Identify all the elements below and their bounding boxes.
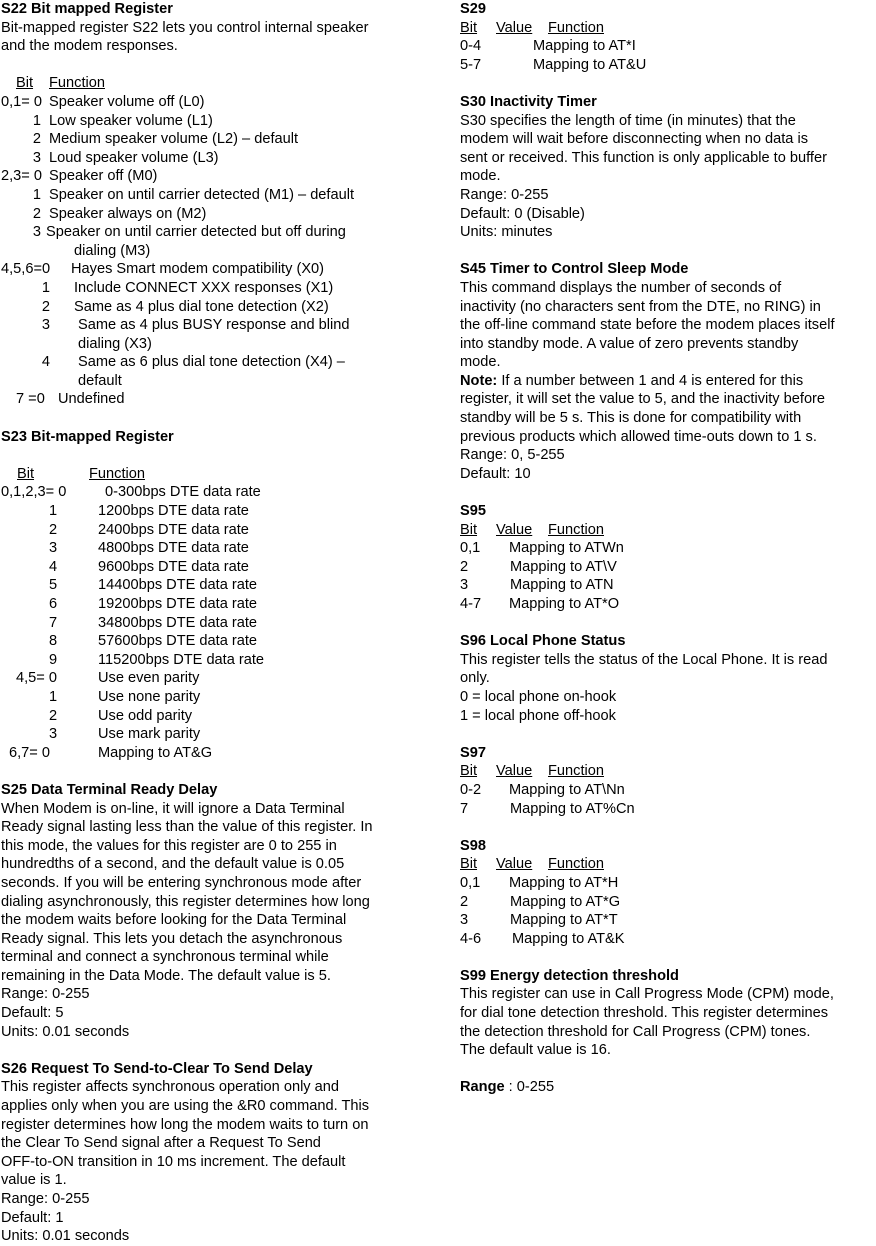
s98-header [460, 855, 876, 874]
s29-function: Mapping to AT&U [533, 56, 647, 73]
s26-line: value is 1. [1, 1172, 67, 1189]
s26-line: Default: 1 [1, 1209, 64, 1226]
s98-header-function: Function [548, 856, 604, 873]
s23-bit: 5 [49, 577, 58, 594]
s30-line: S30 specifies the length of time (in minutes) that the [460, 112, 796, 129]
s97-bit: 0-2 [460, 781, 482, 798]
s25-line: When Modem is on-line, it will ignore a Data Terminal [1, 800, 345, 817]
s98-header-bit: Bit [460, 856, 478, 873]
s23-row [1, 651, 419, 670]
s98-bit: 3 [460, 912, 469, 929]
s25-line: terminal and connect a synchronous terminal while [1, 949, 329, 966]
s98-function: Mapping to AT*H [509, 874, 619, 891]
s45-note-line: register, it will set the value to 5, and the inactivity before [460, 391, 826, 408]
s97-header-bit: Bit [460, 763, 478, 780]
s30-line: Range: 0-255 [460, 186, 549, 203]
s22-header-bit: Bit [16, 75, 34, 92]
s22-title: S22 Bit mapped Register [1, 1, 173, 17]
s22-function: default [78, 372, 122, 389]
s99-line: The default value is 16. [460, 1042, 611, 1059]
s22-desc-line: Bit-mapped register S22 lets you control internal speaker [1, 19, 369, 36]
s22-bit: 0,1= 0 [1, 93, 42, 110]
s22-row [1, 205, 419, 224]
s95-bit: 0,1 [460, 540, 481, 557]
s45-line: mode. [460, 354, 501, 371]
s97-row [460, 800, 876, 819]
s95-title: S95 [460, 503, 486, 520]
spacer [460, 614, 876, 633]
s23-row [1, 558, 419, 577]
s99-range-value: : 0-255 [504, 1079, 555, 1096]
s98-bit: 0,1 [460, 874, 481, 891]
s23-row [1, 595, 419, 614]
s22-function: Low speaker volume (L1) [49, 112, 213, 129]
s25-line: dialing asynchronously, this register determines how long [1, 893, 370, 910]
s23-row [1, 632, 419, 651]
s29-header-function: Function [548, 19, 604, 36]
s29-header-value: Value [496, 19, 533, 36]
s98-title: S98 [460, 837, 486, 854]
s25-line: the modem waits before looking for the Data Terminal [1, 912, 347, 929]
s25-line: this mode, the values for this register are 0 to 255 in [1, 837, 337, 854]
s22-bit: 2 [32, 205, 41, 222]
s23-bit: 6,7= 0 [9, 744, 50, 761]
s22-bit: 2,3= 0 [1, 168, 42, 185]
s22-function: Medium speaker volume (L2) – default [49, 131, 299, 148]
s23-bit: 3 [49, 540, 58, 557]
s45-note-line [460, 372, 876, 391]
spacer [460, 1060, 876, 1079]
spacer [460, 74, 876, 93]
s30-line: modem will wait before disconnecting when no data is [460, 131, 809, 148]
s25-line: hundredths of a second, and the default value is 0.05 [1, 856, 345, 873]
s23-row [1, 521, 419, 540]
s98-function: Mapping to AT*G [510, 893, 621, 910]
s30-line: sent or received. This function is only applicable to buffer [460, 149, 827, 166]
s22-row [1, 372, 419, 391]
s22-function: dialing (X3) [78, 335, 152, 352]
s99-range-line [460, 1078, 876, 1097]
s97-row [460, 781, 876, 800]
s23-bit: 1 [49, 688, 58, 705]
s26-line: Range: 0-255 [1, 1191, 90, 1207]
s22-bit: 3 [32, 224, 41, 241]
s23-title: S23 Bit-mapped Register [1, 428, 174, 445]
s22-row [1, 93, 419, 112]
s99-line: the detection threshold for Call Progress (CPM) tones. [460, 1023, 811, 1040]
s98-row [460, 911, 876, 930]
s23-function: 34800bps DTE data rate [98, 614, 258, 631]
s29-bit: 5-7 [460, 56, 482, 73]
s23-row [1, 502, 419, 521]
spacer [460, 483, 876, 502]
s29-title: S29 [460, 1, 486, 17]
s23-bit: 6 [49, 596, 58, 612]
s95-row [460, 576, 876, 595]
s22-bit: 4,5,6=0 [1, 261, 51, 278]
s26-line: register determines how long the modem waits to turn on [1, 1116, 369, 1133]
s23-row [1, 483, 419, 502]
s98-header-value: Value [496, 856, 533, 873]
s98-function: Mapping to AT*T [510, 912, 618, 929]
s95-row [460, 558, 876, 577]
s25-line: seconds. If you will be entering synchronous mode after [1, 874, 362, 891]
s25-line: Units: 0.01 seconds [1, 1023, 130, 1040]
s26-line: This register affects synchronous operation only and [1, 1079, 340, 1096]
s22-row [1, 112, 419, 131]
right-column [460, 0, 876, 1097]
s45-line: inactivity (no characters sent from the DTE, no RING) in [460, 298, 821, 315]
s22-row [1, 149, 419, 168]
s30-line: mode. [460, 168, 501, 185]
s26-title: S26 Request To Send-to-Clear To Send Delay [1, 1060, 313, 1077]
s23-function: 0-300bps DTE data rate [105, 484, 261, 501]
s22-function: dialing (M3) [74, 242, 151, 259]
s22-row [1, 130, 419, 149]
s45-note-line: standby will be 5 s. This is done for compatibility with [460, 410, 802, 427]
s25-line: Range: 0-255 [1, 986, 90, 1003]
spacer [1, 409, 419, 428]
s98-bit: 2 [460, 893, 469, 910]
s22-bit: 4 [41, 354, 50, 371]
s45-line: the off-line command state before the modem places itself [460, 317, 835, 334]
s25-line: Ready signal. This lets you detach the asynchronous [1, 930, 343, 947]
s22-function: Loud speaker volume (L3) [49, 149, 219, 166]
s26-line: Units: 0.01 seconds [1, 1228, 130, 1245]
s23-row [1, 688, 419, 707]
s95-header-function: Function [548, 521, 604, 538]
s45-note-line: Default: 10 [460, 465, 531, 482]
spacer [1, 762, 419, 781]
s22-row [1, 316, 419, 335]
s22-function: Same as 4 plus BUSY response and blind [78, 317, 350, 334]
s23-function: 1200bps DTE data rate [98, 503, 249, 520]
s99-title: S99 Energy detection threshold [460, 967, 679, 984]
s30-line: Units: minutes [460, 224, 553, 241]
s23-function: 14400bps DTE data rate [98, 577, 258, 594]
s23-row [1, 614, 419, 633]
s22-row [1, 353, 419, 372]
s23-function: 57600bps DTE data rate [98, 633, 258, 650]
s99-range-label: Range [460, 1079, 505, 1096]
s22-row [1, 167, 419, 186]
s25-line: Ready signal lasting less than the value of this register. In [1, 819, 373, 836]
s23-row [1, 576, 419, 595]
s23-function: 9600bps DTE data rate [98, 558, 249, 575]
s22-bit: 1 [32, 186, 41, 203]
s29-bit: 0-4 [460, 38, 482, 55]
s22-row [1, 279, 419, 298]
s95-function: Mapping to AT*O [509, 596, 620, 612]
spacer [1, 56, 419, 75]
s99-line: This register can use in Call Progress Mode (CPM) mode, [460, 986, 834, 1003]
s98-bit: 4-6 [460, 930, 482, 947]
s95-function: Mapping to ATN [510, 577, 614, 594]
s23-row [1, 669, 419, 688]
s22-function: Speaker always on (M2) [49, 205, 207, 222]
s23-bit: 7 [49, 614, 58, 631]
s96-line: This register tells the status of the Local Phone. It is read [460, 651, 828, 668]
s95-header-bit: Bit [460, 521, 478, 538]
spacer [1, 1041, 419, 1060]
s95-row [460, 595, 876, 614]
s97-header-value: Value [496, 763, 533, 780]
s22-bit: 2 [41, 298, 50, 315]
s23-function: Mapping to AT&G [98, 744, 213, 761]
s23-bit: 4,5= 0 [16, 670, 57, 687]
s96-title: S96 Local Phone Status [460, 633, 626, 650]
s97-title: S97 [460, 744, 486, 761]
s23-function: 115200bps DTE data rate [98, 651, 265, 668]
s23-function: Use even parity [98, 670, 200, 687]
s29-header-bit: Bit [460, 19, 478, 36]
s98-row [460, 893, 876, 912]
s95-header [460, 521, 876, 540]
s25-line: Default: 5 [1, 1005, 64, 1022]
s23-function: Use none parity [98, 688, 201, 705]
s22-row [1, 260, 419, 279]
s22-function: Hayes Smart modem compatibility (X0) [71, 261, 325, 278]
s45-line: This command displays the number of seconds of [460, 279, 782, 296]
s45-note-text: If a number between 1 and 4 is entered for this [497, 372, 804, 389]
s23-function: 2400bps DTE data rate [98, 521, 249, 538]
s95-bit: 2 [460, 558, 469, 575]
left-column [1, 0, 419, 1246]
s22-header-function: Function [49, 75, 105, 92]
spacer [460, 818, 876, 837]
s23-header-bit: Bit [17, 465, 35, 482]
s23-row [1, 539, 419, 558]
spacer [460, 242, 876, 261]
s95-row [460, 539, 876, 558]
s23-bit: 3 [49, 726, 58, 743]
s45-line: into standby mode. A value of zero prevents standby [460, 335, 799, 352]
s97-function: Mapping to AT%Cn [510, 800, 635, 817]
s22-row [1, 186, 419, 205]
s29-row [460, 56, 876, 75]
s23-function: 4800bps DTE data rate [98, 540, 249, 557]
spacer [460, 725, 876, 744]
s95-function: Mapping to ATWn [509, 540, 624, 557]
s97-bit: 7 [460, 800, 469, 817]
s29-function: Mapping to AT*I [533, 38, 636, 55]
s23-bit: 2 [49, 707, 58, 724]
s22-bit: 1 [41, 279, 50, 296]
s23-bit: 9 [49, 651, 58, 668]
s95-function: Mapping to AT\V [510, 558, 617, 575]
s96-line: only. [460, 670, 490, 687]
s96-line: 1 = local phone off-hook [460, 707, 616, 724]
s22-desc-line: and the modem responses. [1, 38, 178, 55]
s26-line: applies only when you are using the &R0 command. This [1, 1098, 370, 1115]
s23-row [1, 707, 419, 726]
s22-row [1, 242, 419, 261]
s22-function: Same as 6 plus dial tone detection (X4) – [78, 354, 345, 371]
s22-function: Speaker volume off (L0) [49, 93, 205, 110]
s23-row [1, 725, 419, 744]
s45-note-label: Note: [460, 372, 498, 389]
s29-row [460, 37, 876, 56]
s45-note-line: previous products which allowed time-outs down to 1 s. [460, 428, 817, 445]
s22-function: Undefined [58, 391, 125, 408]
s26-line: OFF-to-ON transition in 10 ms increment. The default [1, 1153, 346, 1170]
s22-bit: 2 [32, 131, 41, 148]
s29-header [460, 19, 876, 38]
s98-function: Mapping to AT&K [512, 930, 625, 947]
s22-header [1, 74, 419, 93]
s22-row [1, 390, 419, 409]
s98-row [460, 930, 876, 949]
s22-bit: 7 =0 [16, 391, 45, 408]
s23-header-function: Function [89, 465, 145, 482]
s23-bit: 1 [49, 503, 58, 520]
s22-row [1, 298, 419, 317]
s45-title: S45 Timer to Control Sleep Mode [460, 261, 689, 278]
s22-function: Include CONNECT XXX responses (X1) [74, 279, 334, 296]
s96-line: 0 = local phone on-hook [460, 688, 617, 705]
s99-line: for dial tone detection threshold. This register determines [460, 1005, 829, 1022]
s30-title: S30 Inactivity Timer [460, 93, 597, 110]
spacer [460, 948, 876, 967]
s22-function: Same as 4 plus dial tone detection (X2) [74, 298, 329, 315]
s23-function: Use mark parity [98, 726, 201, 743]
s23-header [1, 465, 419, 484]
s30-line: Default: 0 (Disable) [460, 205, 585, 222]
s23-bit: 0,1,2,3= 0 [1, 484, 67, 501]
s95-header-value: Value [496, 521, 533, 538]
spacer [1, 446, 419, 465]
s23-bit: 2 [49, 521, 58, 538]
s45-note-line: Range: 0, 5-255 [460, 447, 565, 464]
s23-bit: 8 [49, 633, 58, 650]
s22-function: Speaker on until carrier detected but off during [46, 224, 346, 241]
s22-function: Speaker on until carrier detected (M1) – default [49, 186, 355, 203]
s23-bit: 4 [49, 558, 58, 575]
s97-header-function: Function [548, 763, 604, 780]
s26-line: the Clear To Send signal after a Request To Send [1, 1135, 321, 1152]
s22-bit: 1 [32, 112, 41, 129]
s23-function: 19200bps DTE data rate [98, 596, 258, 612]
s97-function: Mapping to AT\Nn [509, 781, 625, 798]
s98-row [460, 874, 876, 893]
s22-row [1, 335, 419, 354]
s22-row [1, 223, 419, 242]
s25-title: S25 Data Terminal Ready Delay [1, 781, 218, 798]
s22-bit: 3 [32, 149, 41, 166]
s22-function: Speaker off (M0) [49, 168, 158, 185]
s22-bit: 3 [41, 317, 50, 334]
s97-header [460, 762, 876, 781]
s23-function: Use odd parity [98, 707, 193, 724]
s23-row [1, 744, 419, 763]
s95-bit: 3 [460, 577, 469, 594]
s95-bit: 4-7 [460, 596, 482, 612]
s25-line: remaining in the Data Mode. The default value is 5. [1, 967, 331, 984]
